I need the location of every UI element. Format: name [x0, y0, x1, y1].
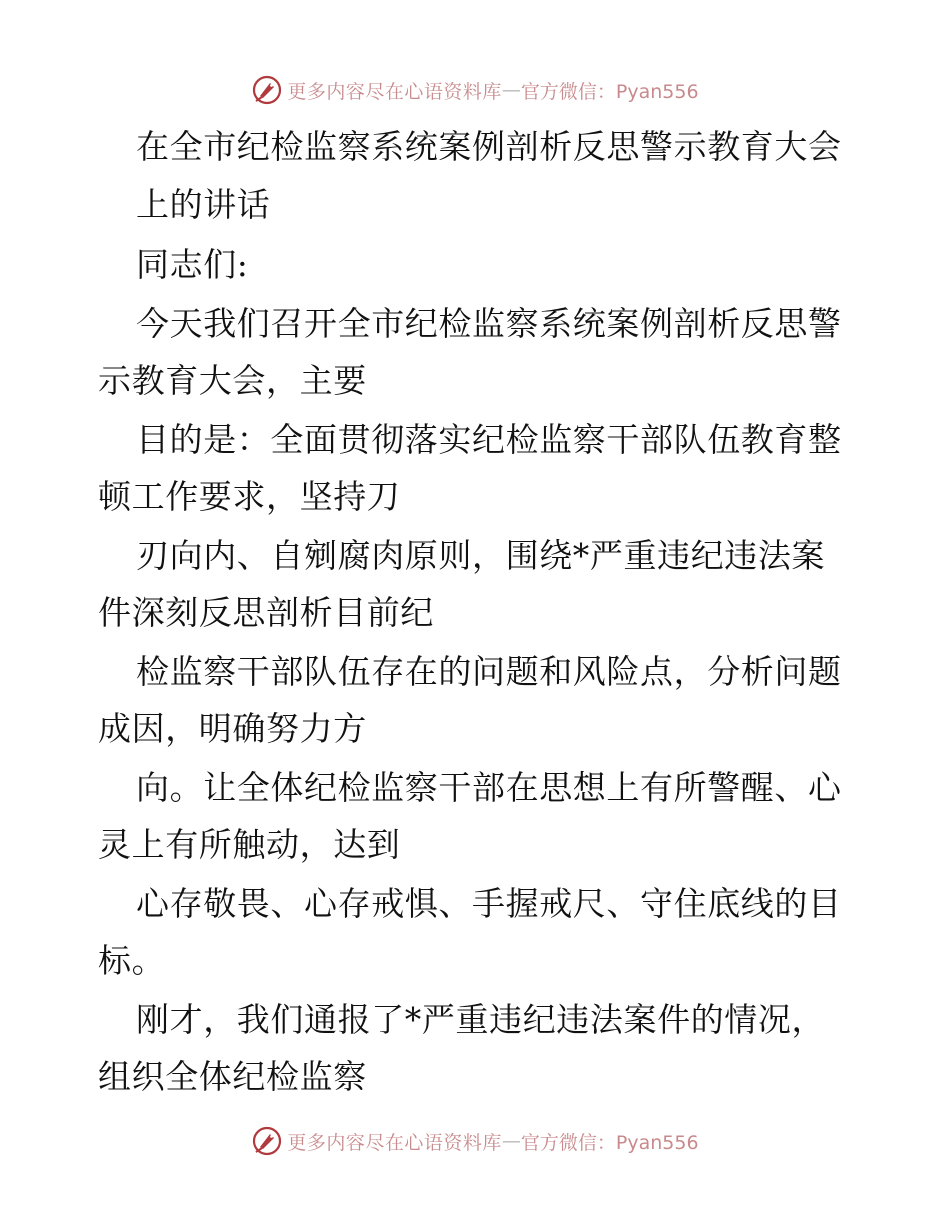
watermark-text: 更多内容尽在心语资料库 [287, 80, 502, 103]
paragraph-line: 示教育大会，主要 [98, 361, 367, 400]
salutation: 同志们: [136, 245, 249, 284]
watermark-text: 更多内容尽在心语资料库 [287, 1131, 502, 1154]
paragraph-line: 检监察干部队伍存在的问题和风险点，分析问题 [136, 652, 842, 691]
footer-watermark [0, 1121, 950, 1161]
paragraph-line: 目的是：全面贯彻落实纪检监察干部队伍教育整 [136, 420, 842, 459]
paragraph-line: 刚才，我们通报了*严重违纪违法案件的情况， [136, 1000, 826, 1039]
paragraph-line: 灵上有所触动，达到 [98, 825, 401, 864]
watermark-wechat: 官方微信：Pyan556 [520, 80, 699, 103]
watermark-separator: — [501, 1130, 521, 1152]
pen-nib-logo-icon [251, 1125, 283, 1157]
paragraph-line: 顿工作要求，坚持刀 [98, 477, 401, 516]
paragraph-line: 心存敬畏、心存戒惧、手握戒尺、守住底线的目 [136, 884, 842, 923]
paragraph-line: 刃向内、自剜腐肉原则，围绕*严重违纪违法案 [136, 536, 826, 575]
paragraph-line: 今天我们召开全市纪检监察系统案例剖析反思警 [136, 304, 842, 343]
watermark-wechat: 官方微信：Pyan556 [520, 1131, 699, 1154]
pen-nib-logo-icon [251, 74, 283, 106]
paragraph-line: 标。 [98, 941, 166, 980]
title-line-1: 在全市纪检监察系统案例剖析反思警示教育大会 [136, 127, 842, 166]
paragraph-line: 组织全体纪检监察 [98, 1057, 367, 1096]
paragraph-line: 向。让全体纪检监察干部在思想上有所警醒、心 [136, 768, 842, 807]
header-watermark [0, 70, 950, 110]
title-line-2: 上的讲话 [136, 185, 271, 224]
paragraph-line: 成因，明确努力方 [98, 709, 367, 748]
watermark-separator: — [501, 79, 521, 101]
paragraph-line: 件深刻反思剖析目前纪 [98, 593, 434, 632]
